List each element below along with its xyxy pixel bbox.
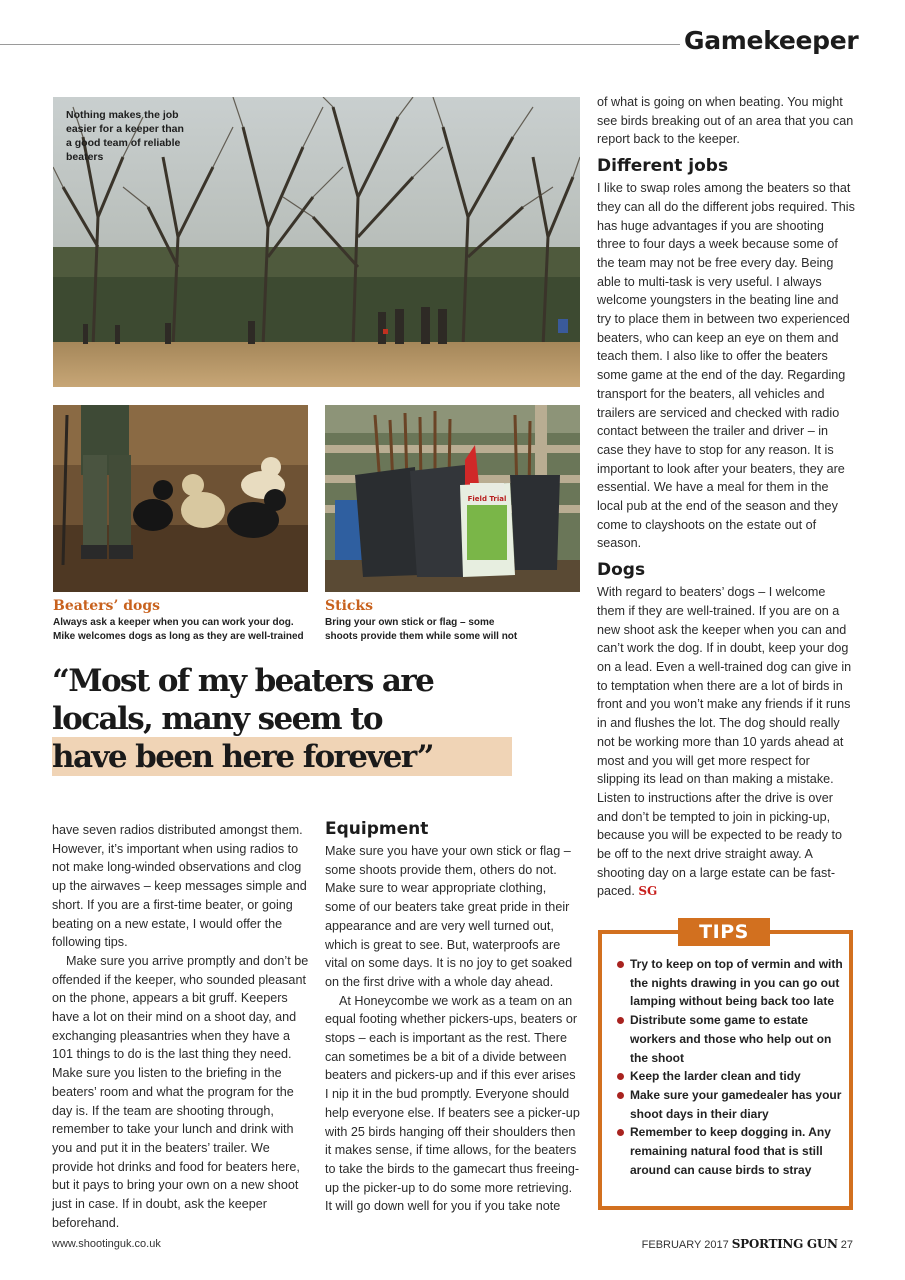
bag-label: Field Trial (467, 495, 507, 503)
pullquote (52, 662, 522, 776)
sticks-caption-title: Sticks (325, 598, 374, 614)
sticks-caption-text: Bring your own stick or flag – some shoots provide them while some will not (325, 617, 518, 642)
article-column-3 (597, 93, 855, 901)
tip-item: Remember to keep dogging in. Any remaining natural food that is still around can cause birds to stray (616, 1123, 844, 1179)
footer-magazine-name: SPORTING GUN (731, 1237, 838, 1251)
tip-item: Keep the larder clean and tidy (616, 1067, 844, 1086)
body-paragraph (597, 583, 855, 901)
different-jobs-heading: Different jobs (597, 156, 729, 177)
tips-title: TIPS (678, 918, 770, 946)
article-column-1 (52, 821, 314, 1232)
main-photo-caption: Nothing makes the job easier for a keeper than a good team of reliable beaters (66, 109, 184, 163)
dogs-paragraph-text: With regard to beaters’ dogs – I welcome them if they are well-trained. If you are on a new shoot ask the keeper when you can and can’t work the dog. If in doubt, keep your dog on a lead. Even a well-trained dog can give in to temptation when there are a lot of birds in front and you won’t make any friends if it runs in and flushes the lot. The dog should really not be working more than 10 yards ahead at most and you will get more respect for slipping its lead on than making a mistake. Listen to instructions after the drive is over and don’t be tempted to join in picking-up, because you will be expected to be ready to be off to the next drive straight away. A shooting day on a large estate can be fast-paced. (597, 585, 852, 899)
section-title: Gamekeeper (684, 26, 859, 55)
body-paragraph: Make sure you have your own stick or flag – some shoots provide them, others do not. Make sure to wear appropriate clothing, some of our beaters take great pride in their appearance and are very well turned out, which is great to see. But, waterproofs are vital on some days. It is no joy to get soaked on the first drive with a whole day ahead. (325, 844, 573, 989)
dogs-caption-text: Always ask a keeper when you can work your dog. Mike welcomes dogs as long as they are well-trained (53, 617, 304, 642)
body-paragraph: of what is going on when beating. You might see birds breaking out of an area that you can report back to the keeper. (597, 95, 854, 147)
photo-beaters-dogs (53, 405, 308, 592)
equipment-heading: Equipment (325, 819, 429, 839)
article-column-2 (325, 818, 580, 1216)
pullquote-line-3: have been here forever” (52, 739, 434, 775)
footer-issue-info (642, 1237, 853, 1251)
tips-list (616, 955, 844, 1179)
header-rule (0, 44, 680, 45)
photo-sticks (325, 405, 580, 592)
footer-website[interactable]: www.shootinguk.co.uk (52, 1238, 161, 1250)
body-paragraph: Make sure you arrive promptly and don’t be offended if the keeper, who sounded pleasant on the phone, appears a bit gruff. Keepers have a lot on their mind on a shoot day, and exchanging pleasantries when they have a 101 things to do is the last thing they need. Make sure you listen to the briefing in the beaters’ room and what the program for the day is. If the team are shooting through, remember to take your lunch and drink with you and put it in the beaters’ trailer. We provide hot drinks and food for beaters here, but it pays to bring your own on a new shoot just in case. If in doubt, ask the keeper beforehand. (52, 953, 309, 1230)
body-paragraph: At Honeycombe we work as a team on an equal footing whether pickers-ups, beaters or stops – each is important as the rest. There can sometimes be a bit of a divide between beaters and pickers-up and if this ever arises I nip it in the bud promptly. Everyone should help everyone else. If beaters see a picker-up with 25 birds hanging off their shoulders then it makes sense, if time allows, for the beaters to take the birds to the gamecart thus freeing-up the picker-up to do some more retrieving. It will go down well for you if you take note (325, 993, 580, 1214)
tip-item: Make sure your gamedealer has your shoot days in their diary (616, 1086, 844, 1123)
body-paragraph: I like to swap roles among the beaters so that they can all do the different jobs required. This has huge advantages if you are shooting three to four days a week because some of the team may not be free every day. Being able to multi-task is very useful. I always welcome youngsters in the beating line and try to place them in between two experienced beaters, who can keep an eye on them and teach them. I also like to offer the beaters some game at the end of the day. Regarding transport for the beaters, all vehicles and trailers are serviced and checked with radio contact between the trailer and driver – in case they have to stop for any reason. It is important to look after your beaters, they are essential. We have a meal for them in the local pub at the end of the season and they come to clayshoots on the estate out of season. (597, 181, 855, 551)
body-paragraph: have seven radios distributed amongst them. However, it’s important when using radios to not make long-winded observations and clog up the airwaves – keep messages simple and short. If you are a first-time beater, or going beating on a new estate, I would offer the following tips. (52, 823, 307, 950)
footer-issue-date: FEBRUARY 2017 (641, 1239, 729, 1251)
footer-page-number: 27 (840, 1239, 853, 1251)
dogs-heading: Dogs (597, 560, 646, 581)
tip-item: Try to keep on top of vermin and with the nights drawing in you can go out lamping without being back too late (616, 955, 844, 1011)
pullquote-line-2: locals, many seem to (52, 701, 382, 737)
tip-item: Distribute some game to estate workers and those who help out on the shoot (616, 1011, 844, 1067)
pullquote-line-1: “Most of my beaters are (52, 663, 434, 699)
dogs-caption-title: Beaters’ dogs (53, 598, 160, 614)
end-mark: SG (638, 884, 658, 899)
